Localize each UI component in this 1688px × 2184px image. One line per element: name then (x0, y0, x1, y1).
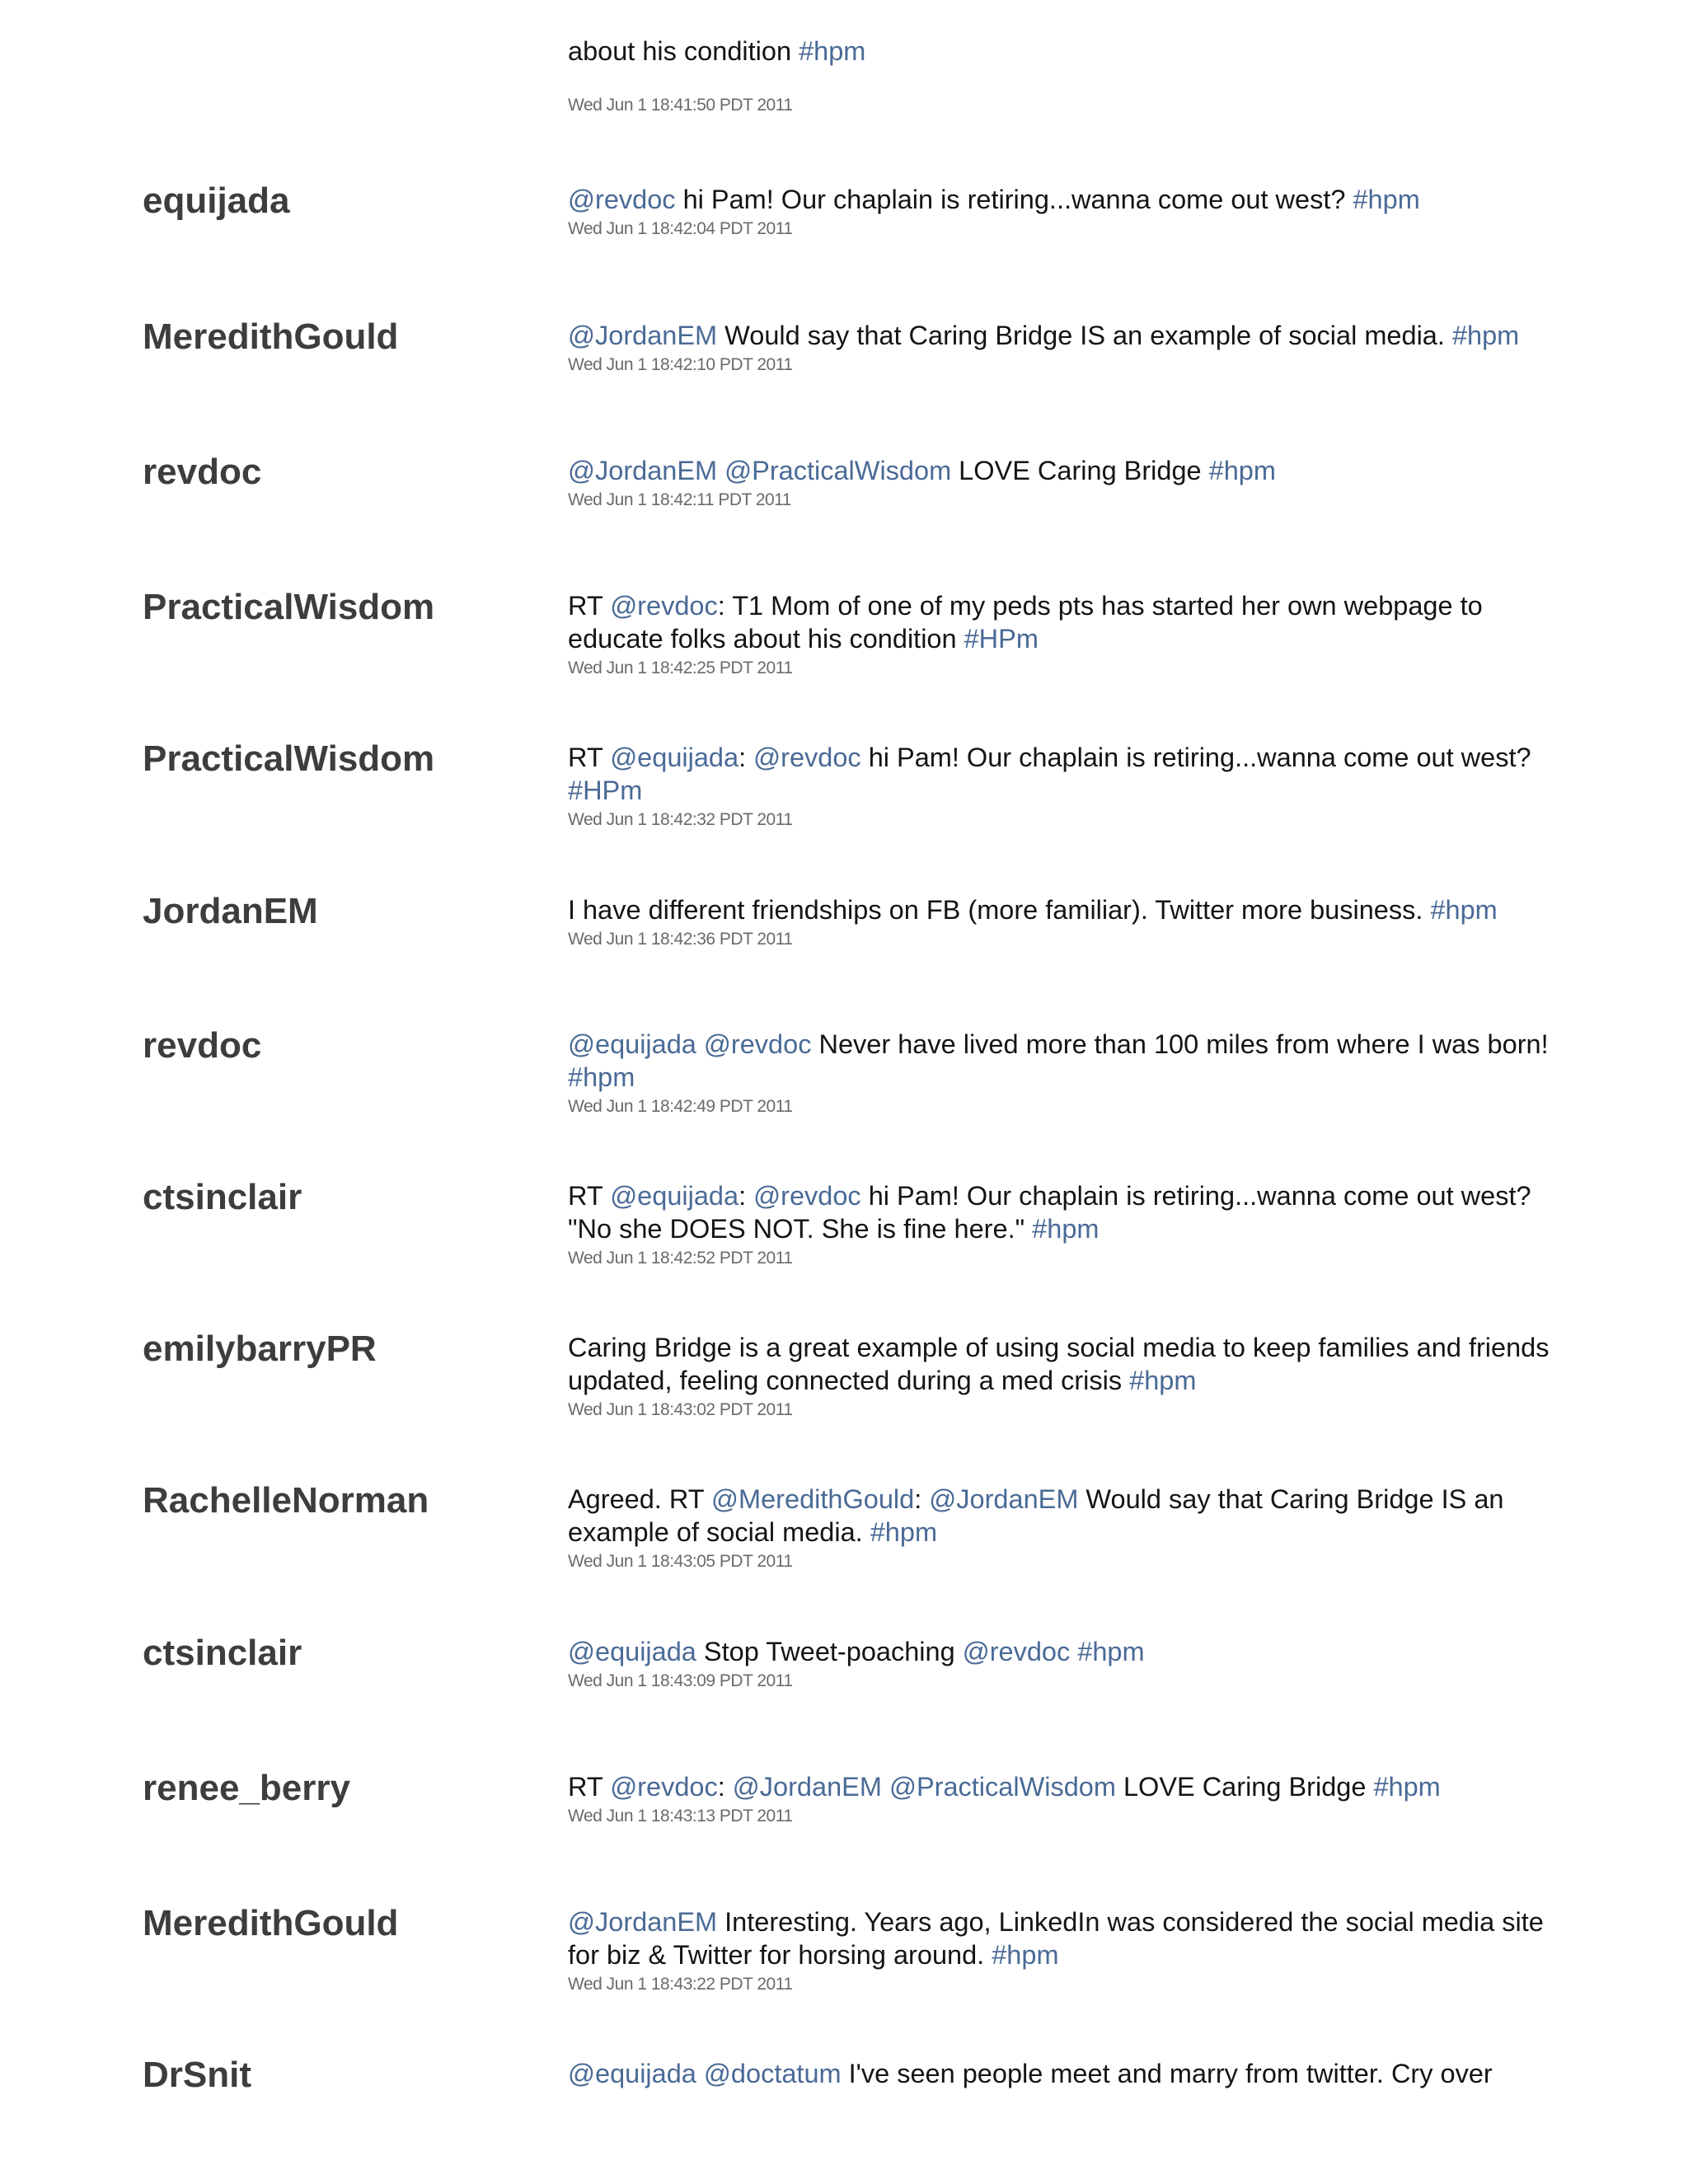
tweet-username[interactable]: PracticalWisdom (143, 738, 435, 779)
tweet-timestamp: Wed Jun 1 18:41:50 PDT 2011 (568, 96, 793, 115)
mention-link[interactable]: @equijada (568, 1637, 696, 1666)
mention-link[interactable]: @doctatum (703, 2059, 842, 2088)
tweet-text-segment: Would say that Caring Bridge IS an example of social media. (717, 321, 1452, 350)
tweet-text-segment: hi Pam! Our chaplain is retiring...wanna come out west? (675, 185, 1353, 214)
tweet-text-segment: about his condition (568, 36, 799, 66)
mention-link[interactable]: @equijada (568, 1029, 696, 1059)
tweet-text (568, 319, 1565, 352)
mention-link[interactable]: @MeredithGould (711, 1484, 915, 1514)
tweet-body (568, 319, 1565, 377)
tweet-text (568, 893, 1565, 926)
tweet-text-segment: Caring Bridge is a great example of using social media to keep families and friends updated, feeling connected during a med crisis (568, 1333, 1550, 1395)
tweet-body (568, 741, 1565, 832)
tweet-username[interactable]: MeredithGould (143, 1903, 399, 1943)
mention-link[interactable]: @revdoc (610, 1772, 718, 1802)
tweet-body (568, 454, 1565, 512)
tweet-body (568, 1483, 1565, 1573)
hashtag-link[interactable]: #hpm (1353, 185, 1420, 214)
top-fragment (568, 36, 1565, 89)
tweet-text (568, 35, 1565, 68)
mention-link[interactable]: @PracticalWisdom (889, 1772, 1116, 1802)
tweet-text-segment: : (738, 743, 754, 772)
tweet-text-segment: Interesting. Years ago, LinkedIn was considered the social media site for biz & Twitter for horsing around. (568, 1907, 1544, 1970)
tweet-body (568, 893, 1565, 951)
tweet-timestamp: Wed Jun 1 18:43:05 PDT 2011 (568, 1552, 793, 1571)
tweet-username[interactable]: ctsinclair (143, 1177, 302, 1217)
tweet-text-segment: : T1 Mom of one of my peds pts has started her own webpage to educate folks about his condition (568, 591, 1483, 654)
tweet-text-segment: Never have lived more than 100 miles from where I was born! (811, 1029, 1549, 1059)
tweet-text (568, 454, 1565, 487)
tweet-text-segment: : (738, 1181, 754, 1211)
tweet-body (568, 1905, 1565, 1996)
tweet-text (568, 2057, 1565, 2090)
tweet-text (568, 1635, 1565, 1668)
tweet-text (568, 1770, 1565, 1803)
tweet-username[interactable]: ctsinclair (143, 1633, 302, 1673)
tweet-text (568, 1331, 1565, 1397)
tweet-body (568, 1635, 1565, 1693)
mention-link[interactable]: @JordanEM (929, 1484, 1079, 1514)
mention-link[interactable]: @PracticalWisdom (724, 456, 952, 485)
tweet-text-segment: Stop Tweet-poaching (696, 1637, 963, 1666)
mention-link[interactable]: @revdoc (753, 1181, 861, 1211)
tweet-body (568, 2057, 1565, 2090)
tweet-body (568, 1770, 1565, 1828)
tweet-text-segment: RT (568, 591, 611, 621)
tweet-text (568, 741, 1565, 807)
tweet-username[interactable]: equijada (143, 180, 290, 221)
hashtag-link[interactable]: #hpm (1208, 456, 1276, 485)
tweet-text-segment: LOVE Caring Bridge (951, 456, 1209, 485)
mention-link[interactable]: @JordanEM (568, 1907, 718, 1937)
mention-link[interactable]: @revdoc (753, 743, 861, 772)
tweet-timestamp: Wed Jun 1 18:42:10 PDT 2011 (568, 355, 793, 374)
tweet-body (568, 589, 1565, 680)
tweet-text-segment: I have different friendships on FB (more familiar). Twitter more business. (568, 895, 1431, 925)
mention-link[interactable]: @equijada (610, 743, 739, 772)
hashtag-link[interactable]: #hpm (799, 36, 866, 66)
tweet-timestamp: Wed Jun 1 18:42:32 PDT 2011 (568, 810, 793, 829)
tweet-text-segment: I've seen people meet and marry from twitter. Cry over (841, 2059, 1493, 2088)
tweet-text-segment: : (914, 1484, 930, 1514)
tweet-text-segment: hi Pam! Our chaplain is retiring...wanna come out west? (860, 743, 1531, 772)
tweet-timestamp: Wed Jun 1 18:43:02 PDT 2011 (568, 1400, 793, 1419)
hashtag-link[interactable]: #HPm (964, 624, 1039, 654)
tweet-text-segment: : (717, 1772, 733, 1802)
tweet-username[interactable]: MeredithGould (143, 316, 399, 357)
hashtag-link[interactable]: #hpm (870, 1517, 938, 1547)
tweet-text-segment: RT (568, 1181, 611, 1211)
hashtag-link[interactable]: #hpm (1451, 321, 1520, 350)
tweet-text (568, 1179, 1565, 1245)
mention-link[interactable]: @revdoc (962, 1637, 1071, 1666)
tweet-username[interactable]: DrSnit (143, 2055, 251, 2095)
tweet-text (568, 1483, 1565, 1549)
tweet-timestamp: Wed Jun 1 18:42:49 PDT 2011 (568, 1097, 793, 1116)
tweet-text-segment: RT (568, 1772, 611, 1802)
tweet-text-segment: Would say that Caring Bridge IS an example of social media. (568, 1484, 1504, 1547)
mention-link[interactable]: @revdoc (568, 185, 676, 214)
tweet-timestamp: Wed Jun 1 18:42:25 PDT 2011 (568, 658, 793, 677)
tweet-timestamp: Wed Jun 1 18:42:52 PDT 2011 (568, 1249, 793, 1268)
tweet-timestamp: Wed Jun 1 18:43:22 PDT 2011 (568, 1975, 793, 1994)
tweet-text-segment: LOVE Caring Bridge (1115, 1772, 1374, 1802)
tweet-text-segment (717, 456, 724, 485)
tweet-username[interactable]: renee_berry (143, 1768, 350, 1808)
tweet-text-segment (1070, 1637, 1077, 1666)
tweet-text (568, 1028, 1565, 1094)
hashtag-link[interactable]: #hpm (568, 1062, 635, 1092)
tweet-timestamp: Wed Jun 1 18:43:09 PDT 2011 (568, 1671, 793, 1690)
tweet-username[interactable]: emilybarryPR (143, 1329, 377, 1369)
mention-link[interactable]: @JordanEM (568, 321, 718, 350)
hashtag-link[interactable]: #hpm (1373, 1772, 1441, 1802)
tweet-timestamp: Wed Jun 1 18:42:04 PDT 2011 (568, 219, 793, 238)
tweet-text (568, 1905, 1565, 1971)
tweet-text-segment: RT (568, 743, 611, 772)
tweet-username[interactable]: RachelleNorman (143, 1480, 429, 1521)
tweet-text-segment (696, 1029, 704, 1059)
tweet-text (568, 589, 1565, 655)
hashtag-link[interactable]: #hpm (1129, 1366, 1197, 1395)
hashtag-link[interactable]: #hpm (992, 1940, 1059, 1970)
hashtag-link[interactable]: #hpm (1430, 895, 1498, 925)
tweet-body (568, 1028, 1565, 1118)
tweet-timestamp: Wed Jun 1 18:42:36 PDT 2011 (568, 930, 793, 949)
hashtag-link[interactable]: #HPm (568, 776, 643, 805)
mention-link[interactable]: @equijada (610, 1181, 739, 1211)
tweet-text-segment (696, 2059, 704, 2088)
tweet-username[interactable]: PracticalWisdom (143, 587, 435, 627)
hashtag-link[interactable]: #hpm (1077, 1637, 1145, 1666)
tweet-text (568, 183, 1565, 216)
tweet-text-segment: Agreed. RT (568, 1484, 712, 1514)
tweet-username[interactable]: JordanEM (143, 891, 318, 931)
tweet-timestamp: Wed Jun 1 18:43:13 PDT 2011 (568, 1807, 793, 1825)
tweet-username[interactable]: revdoc (143, 1025, 262, 1066)
mention-link[interactable]: @JordanEM (568, 456, 718, 485)
mention-link[interactable]: @revdoc (610, 591, 718, 621)
mention-link[interactable]: @revdoc (703, 1029, 812, 1059)
tweet-body (568, 183, 1565, 241)
hashtag-link[interactable]: #hpm (1032, 1214, 1100, 1244)
tweet-text-segment: hi Pam! Our chaplain is retiring...wanna come out west? "No she DOES NOT. She is fine here." (568, 1181, 1531, 1244)
tweet-body (568, 1179, 1565, 1270)
tweet-username[interactable]: revdoc (143, 452, 262, 492)
tweet-timestamp: Wed Jun 1 18:42:11 PDT 2011 (568, 490, 791, 509)
mention-link[interactable]: @JordanEM (732, 1772, 882, 1802)
tweet-body (568, 1331, 1565, 1422)
mention-link[interactable]: @equijada (568, 2059, 696, 2088)
tweet-text-segment (882, 1772, 889, 1802)
